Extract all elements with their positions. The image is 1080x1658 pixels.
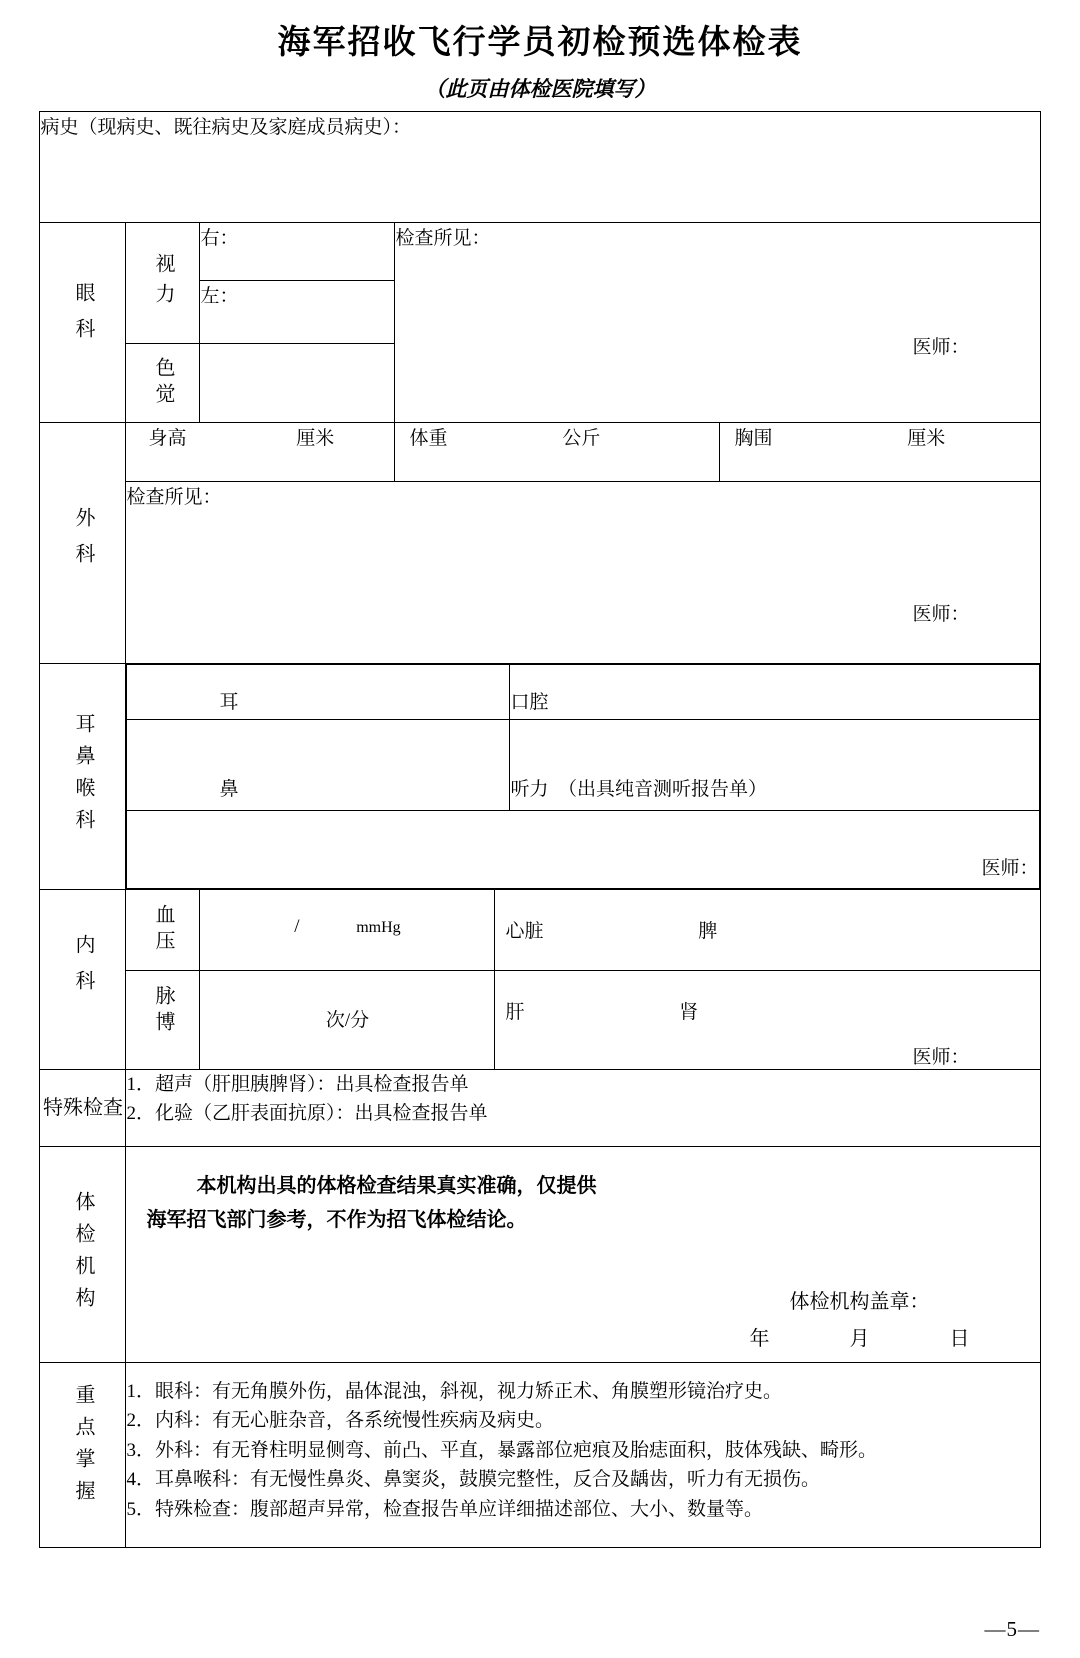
vision-label: 视力 <box>151 253 174 313</box>
table-row-institution <box>40 1147 1040 1363</box>
ent-doctor-label: 医师： <box>127 811 1039 889</box>
medical-exam-form <box>39 111 1040 1548</box>
vision-right-label: 右： <box>200 228 239 249</box>
weight-field[interactable] <box>395 423 720 482</box>
table-row-ent <box>40 664 1040 890</box>
vision-left-label: 左： <box>200 285 239 307</box>
special-label-cell <box>40 1070 126 1147</box>
eye-findings-label: 检查所见： <box>395 228 491 249</box>
height-field[interactable] <box>126 423 395 482</box>
bp-label: 血压 <box>151 904 174 956</box>
dept-internal-label: 内科 <box>71 934 94 1006</box>
ent-ear-field[interactable] <box>127 665 510 720</box>
focus-item-4: 4．耳鼻喉科：有无慢性鼻炎、鼻窦炎，鼓膜完整性，反合及龋齿，听力有无损伤。 <box>126 1469 820 1491</box>
surgery-findings-label: 检查所见： <box>126 487 222 509</box>
ent-ear-label: 耳 <box>219 692 239 713</box>
color-vision-label-cell <box>126 344 200 423</box>
page-number: —5— <box>984 1617 1040 1641</box>
ent-mouth-label: 口腔 <box>510 692 549 713</box>
color-vision-field[interactable] <box>200 344 395 423</box>
institution-statement-cell[interactable] <box>126 1147 1040 1363</box>
bp-label-cell <box>126 890 200 971</box>
chest-field[interactable] <box>720 423 1040 482</box>
table-row-focus <box>40 1363 1040 1548</box>
table-row-surgery-measure <box>40 423 1040 482</box>
special-label-line1: 特殊检查 <box>42 1096 123 1119</box>
color-vision-label: 色觉 <box>151 357 174 409</box>
dept-surgery <box>40 423 126 664</box>
table-row-internal-pulse <box>40 971 1040 1070</box>
page-title: 海军招收飞行学员初检预选体检表 <box>277 22 803 61</box>
heart-spleen-field[interactable] <box>495 890 1040 971</box>
eye-findings-cell[interactable] <box>395 223 1040 423</box>
chest-label: 胸围 <box>734 428 773 449</box>
special-item-1: 1．超声（肝胆胰脾肾）：出具检查报告单 <box>126 1074 469 1095</box>
vision-label-cell <box>126 223 200 344</box>
ent-hearing-label: 听力 （出具纯音测听报告单） <box>510 779 767 801</box>
focus-item-1: 1．眼科：有无角膜外伤，晶体混浊，斜视，视力矫正术、角膜塑形镜治疗史。 <box>126 1381 782 1402</box>
bp-slash: / <box>294 916 300 937</box>
dept-surgery-label: 外科 <box>71 507 94 579</box>
weight-label: 体重 <box>409 428 448 449</box>
heart-label: 心脏 <box>505 921 544 942</box>
institution-date-line: 年 月 日 <box>749 1328 970 1350</box>
institution-seal-label: 体检机构盖章： <box>789 1291 930 1313</box>
surgery-findings-cell[interactable] <box>126 482 1040 664</box>
table-row-eye <box>40 223 1040 281</box>
focus-items-cell[interactable] <box>126 1363 1040 1548</box>
liver-kidney-field[interactable] <box>495 971 1040 1070</box>
focus-item-3: 3．外科：有无脊柱明显侧弯、前凸、平直，暴露部位疤痕及胎痣面积，肢体残缺、畸形。 <box>126 1439 877 1461</box>
focus-label: 重点掌握 <box>71 1384 94 1512</box>
table-row-surgery-findings <box>40 482 1040 664</box>
ent-findings-cell[interactable] <box>126 664 1040 890</box>
institution-statement-line2: 海军招飞部门参考，不作为招飞体检结论。 <box>146 1209 527 1231</box>
table-row-internal-bp <box>40 890 1040 971</box>
bp-unit: mmHg <box>356 919 401 936</box>
bp-field[interactable] <box>200 890 495 971</box>
weight-unit: 公斤 <box>562 428 601 449</box>
institution-label: 体检机构 <box>71 1190 94 1319</box>
dept-eye-label: 眼科 <box>71 282 94 354</box>
kidney-label: 肾 <box>679 1002 699 1023</box>
height-label: 身高 <box>148 428 187 449</box>
pulse-label: 脉博 <box>151 985 174 1037</box>
vision-right-field[interactable] <box>200 223 395 281</box>
history-label: 病史（现病史、既往病史及家庭成员病史）： <box>40 117 411 138</box>
focus-item-5: 5．特殊检查：腹部超声异常，检查报告单应详细描述部位、大小、数量等。 <box>126 1498 763 1520</box>
pulse-unit: 次/分 <box>325 1010 370 1031</box>
height-unit: 厘米 <box>296 428 335 449</box>
pulse-label-cell <box>126 971 200 1070</box>
spleen-label: 脾 <box>698 921 718 942</box>
page-subtitle: （此页由体检医院填写） <box>424 77 656 101</box>
dept-ent-label: 耳鼻喉科 <box>71 712 94 841</box>
vision-left-field[interactable] <box>200 280 395 343</box>
liver-label: 肝 <box>505 1002 525 1023</box>
history-cell[interactable] <box>40 112 1040 223</box>
focus-label-cell <box>40 1363 126 1548</box>
institution-statement-line1: 本机构出具的体格检查结果真实准确，仅提供 <box>196 1175 597 1197</box>
internal-doctor-label: 医师： <box>912 1047 970 1068</box>
special-items-cell[interactable] <box>126 1070 1040 1147</box>
pulse-field[interactable] <box>200 971 495 1070</box>
ent-hearing-field[interactable] <box>510 720 1039 811</box>
focus-item-2: 2．内科：有无心脏杂音，各系统慢性疾病及病史。 <box>126 1410 554 1432</box>
institution-label-cell <box>40 1147 126 1363</box>
dept-ent <box>40 664 126 890</box>
dept-internal <box>40 890 126 1070</box>
ent-nose-label: 鼻 <box>219 779 239 801</box>
eye-doctor-label: 医师： <box>912 337 970 358</box>
table-row-history <box>40 112 1040 223</box>
chest-unit: 厘米 <box>907 428 946 449</box>
dept-eye <box>40 223 126 423</box>
special-item-2: 2．化验（乙肝表面抗原）：出具检查报告单 <box>126 1103 488 1125</box>
ent-mouth-field[interactable] <box>510 665 1039 720</box>
ent-nose-field[interactable] <box>127 720 510 811</box>
surgery-doctor-label: 医师： <box>912 604 970 626</box>
table-row-special <box>40 1070 1040 1147</box>
